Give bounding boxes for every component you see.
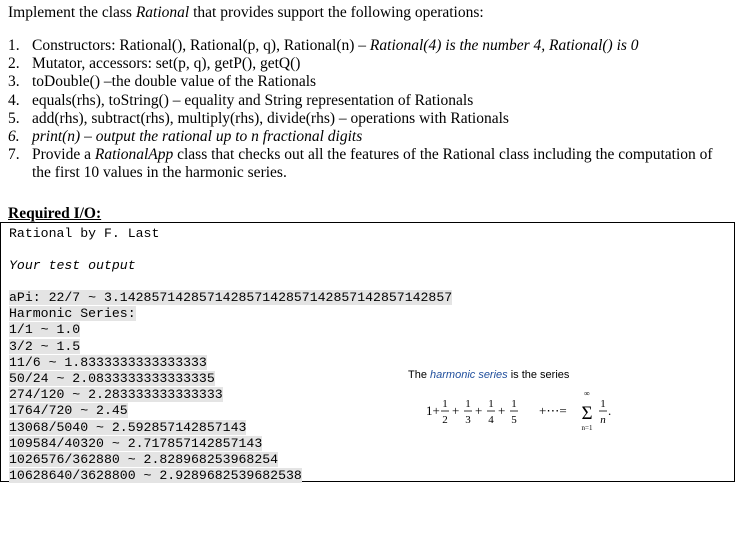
requirements-list bbox=[8, 37, 728, 183]
requirement-number: 2. bbox=[8, 55, 20, 73]
harmonic-caption bbox=[408, 369, 598, 381]
requirement-item bbox=[8, 92, 728, 110]
formula-plus: + bbox=[452, 403, 460, 418]
requirement-item bbox=[8, 37, 728, 55]
formula-tail: +⋯= bbox=[539, 403, 567, 418]
fraction-numerator: 1 bbox=[442, 398, 448, 410]
output-line: 1/1 ~ 1.0 bbox=[9, 322, 81, 338]
output-line-row bbox=[9, 387, 223, 403]
requirement-text: toDouble() –the double value of the Rationals bbox=[32, 73, 317, 91]
requirement-text: Mutator, accessors: set(p, q), getP(), getQ() bbox=[32, 55, 301, 73]
requirement-text: print(n) – output the rational up to n fractional digits bbox=[32, 128, 363, 146]
caption-before: The bbox=[408, 369, 431, 381]
harmonic-series-note bbox=[408, 369, 612, 439]
formula-end: . bbox=[608, 403, 612, 418]
output-line: aPi: 22/7 ~ 3.142857142857142857142857142857142857142857 bbox=[9, 290, 453, 305]
caption-after: is the series bbox=[507, 369, 570, 381]
sum-upper-limit: ∞ bbox=[584, 389, 590, 398]
output-line-row bbox=[9, 290, 452, 306]
requirement-text: Constructors: Rational(), Rational(p, q), Rational(n) – bbox=[32, 37, 370, 54]
requirement-item bbox=[8, 110, 728, 128]
requirement-number: 1. bbox=[8, 37, 20, 54]
fraction-numerator: 1 bbox=[488, 398, 494, 410]
output-line-row bbox=[9, 339, 80, 355]
sum-denominator: n bbox=[600, 414, 606, 426]
harmonic-series-link[interactable]: harmonic series bbox=[430, 369, 508, 381]
fraction-denominator: 4 bbox=[488, 414, 494, 426]
output-line: Harmonic Series: bbox=[9, 306, 136, 322]
output-line-row bbox=[9, 436, 262, 452]
requirement-item bbox=[8, 55, 728, 73]
sum-symbol: Σ bbox=[581, 403, 593, 424]
fraction-denominator: 5 bbox=[511, 414, 517, 426]
output-line: 50/24 ~ 2.0833333333333335 bbox=[9, 371, 215, 386]
fraction-numerator: 1 bbox=[511, 398, 517, 410]
requirement-text: Provide a bbox=[32, 146, 95, 164]
output-line-row bbox=[9, 322, 80, 338]
requirement-number: 4. bbox=[8, 91, 20, 109]
output-line-row bbox=[9, 468, 302, 484]
output-line: 10628640/3628800 ~ 2.9289682539682538 bbox=[9, 468, 302, 484]
output-line: 1026576/362880 ~ 2.828968253968254 bbox=[9, 452, 279, 467]
output-line: 3/2 ~ 1.5 bbox=[9, 338, 81, 354]
output-line-row bbox=[9, 355, 207, 371]
output-line: 11/6 ~ 1.8333333333333333 bbox=[9, 354, 207, 370]
output-line-row bbox=[9, 403, 128, 419]
requirement-text: Rational(4) is the number 4, Rational() is 0 bbox=[369, 37, 639, 54]
intro-text-after: that provides support the following operations: bbox=[189, 4, 484, 21]
requirement-text: class that checks out all the features of the Rational class including the computation of the first 10 values in the harmonic series. bbox=[32, 146, 713, 182]
output-line: 274/120 ~ 2.283333333333333 bbox=[9, 387, 223, 403]
requirement-number: 3. bbox=[8, 73, 20, 91]
fraction-denominator: 2 bbox=[442, 414, 448, 426]
formula-plus: + bbox=[498, 403, 506, 418]
requirement-text: equals(rhs), toString() – equality and String representation of Rationals bbox=[32, 91, 474, 109]
output-line: 13068/5040 ~ 2.592857142857143 bbox=[9, 419, 247, 435]
io-box bbox=[0, 222, 735, 482]
output-line-row bbox=[9, 420, 246, 436]
output-line-row bbox=[9, 306, 136, 322]
requirement-text: add(rhs), subtract(rhs), multiply(rhs), divide(rhs) – operations with Rationals bbox=[32, 109, 509, 127]
sum-lower-limit: n=1 bbox=[581, 424, 593, 432]
requirement-item bbox=[8, 146, 728, 182]
requirement-number: 5. bbox=[8, 109, 20, 127]
output-line-row bbox=[9, 452, 278, 468]
output-line: 1764/720 ~ 2.45 bbox=[9, 403, 128, 419]
harmonic-formula bbox=[422, 385, 612, 435]
class-name: Rational bbox=[135, 4, 190, 21]
author-line: Rational by F. Last bbox=[9, 226, 160, 241]
fraction-denominator: 3 bbox=[465, 414, 471, 426]
formula-fractions bbox=[441, 398, 518, 426]
intro-text-before: Implement the class bbox=[8, 4, 136, 21]
requirement-text: RationalApp bbox=[94, 146, 174, 164]
fraction-numerator: 1 bbox=[465, 398, 471, 410]
problem-intro bbox=[8, 4, 484, 22]
output-line: 109584/40320 ~ 2.717857142857143 bbox=[9, 435, 263, 451]
test-output-label: Your test output bbox=[9, 258, 136, 273]
output-line-row bbox=[9, 371, 215, 387]
formula-lead: 1+ bbox=[426, 403, 440, 418]
requirement-item bbox=[8, 128, 728, 146]
io-heading: Required I/O: bbox=[8, 205, 102, 222]
sum-numerator: 1 bbox=[600, 398, 606, 410]
requirement-number: 6. bbox=[8, 128, 20, 146]
formula-plus: + bbox=[475, 403, 483, 418]
requirement-item bbox=[8, 73, 728, 91]
requirement-number: 7. bbox=[8, 146, 20, 164]
